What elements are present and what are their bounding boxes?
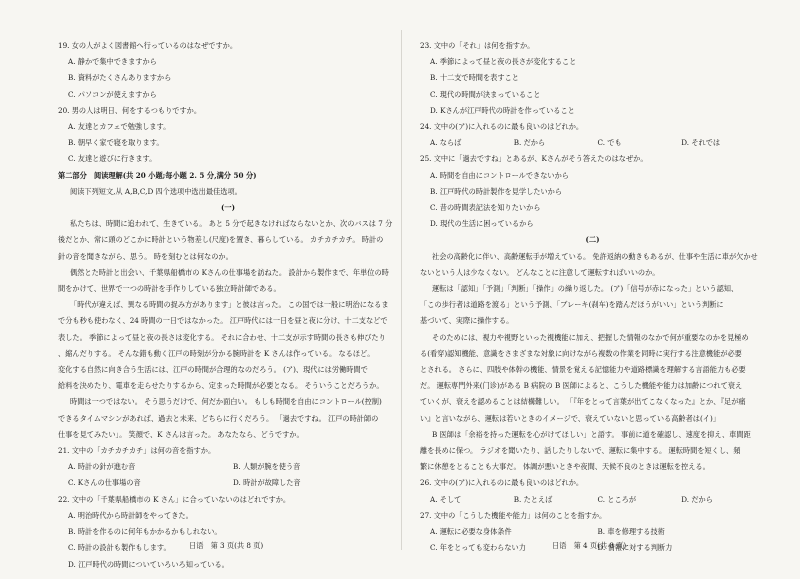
option-20-a: A. 友達とカフェで勉強します。 xyxy=(68,122,171,132)
passage-line: 表した。 季節によって昼と夜の長さは変化する。 それに合わせ、十二支が示す時間の長さも伸びたり xyxy=(58,332,386,342)
question-21: 21. 文中の「カチカチカチ」は何の音を指すか。 xyxy=(58,446,216,456)
option-25-d: D. 現代の生活に困っているから xyxy=(430,219,534,229)
option-21-d: D. 時計が故障した音 xyxy=(233,478,301,488)
passage-line: 後だとか、常に頭のどこかに時計という物差し(尺度)を置き、暮らしている。 カチカチカチ。 時計の xyxy=(58,235,384,245)
passage-line: B 医師は「余裕を持った運転を心がけてほしい」と語す。 事前に道を確認し、速度を抑え、車間距 xyxy=(432,429,751,439)
passage-line: できるタイムマシンがあれば、過去と未来、どちらに行くだろう。 「過去ですね。 江戸の時計師の xyxy=(58,413,379,423)
passage-line: ないという人は少なくない。 どんなことに注意して運転すればいいのか。 xyxy=(420,267,660,277)
passage-line: 偶然とた時計と出会い、千葉県船橋市の Kさんの仕事場を訪ねた。 設計から製作まで、年単位の時 xyxy=(70,267,389,277)
option-24-c: C. でも xyxy=(597,138,622,148)
option-27-c: C. 年をとっても変わらない力 xyxy=(430,543,526,553)
options-row xyxy=(58,475,398,491)
option-27-a: A. 運転に必要な身体条件 xyxy=(430,527,512,537)
page-divider xyxy=(401,30,402,550)
question-20: 20. 男の人は明日、何をするつもりですか。 xyxy=(58,105,202,115)
question-27: 27. 文中の「こうした機能や能力」は何のことを指すか。 xyxy=(420,510,607,520)
option-23-a: A. 季節によって昼と夜の長さが変化すること xyxy=(430,57,577,67)
option-22-a: A. 明治時代から時計師をやってきた。 xyxy=(68,510,193,520)
question-26: 26. 文中の(ア)に入れるのに最も良いのはどれか。 xyxy=(420,478,584,488)
passage-line: 運転は「認知」「予測」「判断」「操作」の繰り返した。 (ア)「信号が赤になった」という認知、 xyxy=(432,284,739,294)
page-footer-left: 日语 第 3 页(共 8 页) xyxy=(189,541,264,550)
passage-line: 、縮んだりする。 そんな錯も動く江戸の時刻が分かる腕時計を K さんは作っている。 なるほど。 xyxy=(58,348,375,358)
options-row xyxy=(58,459,398,475)
passage-line: 仕事を見てみたい」。 笑顔で、K さんは言った。 あなたなら、どうですか。 xyxy=(58,429,304,439)
passage-line: 「この歩行者は道路を渡る」という予測、「ブレーキ(刹车)を踏んだほうがいい」という判断に xyxy=(420,300,724,310)
option-23-c: C. 現代の時間が決まっていること xyxy=(430,89,541,99)
page-footer-right: 日语 第 4 页(共 8 页) xyxy=(552,541,627,550)
option-23-b: B. 十二支で時間を表すこと xyxy=(430,73,519,83)
passage-line: 私たちは、時間に追われて、生きている。 あと 5 分で起きなければならないとか、次のバスは 7 分 xyxy=(70,219,393,229)
passage-line: 「時代が違えば、異なる時間の捉み方があります」と彼は言った。 この国では一般に明治になるま xyxy=(70,300,389,310)
left-page xyxy=(58,38,398,573)
passage-line: 針の音を聞きながら、思う。 時を刻むとは何なのか。 xyxy=(58,251,233,261)
options-row xyxy=(420,524,765,540)
question-23: 23. 文中の「それ」は何を指すか。 xyxy=(420,41,535,50)
question-24: 24. 文中の(ア)に入れるのに最も良いのはどれか。 xyxy=(420,122,584,132)
passage-line: 変化する自然に向き合う生活には、江戸の時間が合理的なのだろう。 (ア)、現代には労働時間で xyxy=(58,365,368,375)
passage-line: そのためには、視力や視野といった視機能に加え、把握した情報のなかで何が重要なのかを見極め xyxy=(432,332,749,342)
question-22: 22. 文中の「千葉県船橋市の K さん」に合っていないのはどれですか。 xyxy=(58,494,291,504)
option-25-a: A. 時間を自由にコントロールできないから xyxy=(430,170,569,180)
passage-line: 間をかけて、世界で一つの時計を手作りしている独立時計師である。 xyxy=(58,284,281,294)
option-27-d: D. 情報に対する判断力 xyxy=(597,543,673,553)
section-instruction: 阅读下列短文,从 A,B,C,D 四个选项中选出最佳选项。 xyxy=(70,186,242,196)
passage-line: る(看穿)認知機能、意識をさまざまな対象に向けながら複数の作業を同時に実行する注意機能が必要 xyxy=(420,348,742,358)
option-19-b: B. 資料がたくさんありますから xyxy=(68,73,172,83)
option-22-c: C. 時計の設計も製作もします。 xyxy=(68,543,171,553)
option-19-c: C. パソコンが使えますから xyxy=(68,89,157,99)
option-24-a: A. ならば xyxy=(430,138,462,148)
passage-line: 社会の高齢化に伴い、高齢運転手が増えている。 免許返納の動きもあるが、仕事や生活に車が欠かせ xyxy=(432,251,758,261)
option-23-d: D. Kさんが江戸時代の時計を作っていること xyxy=(430,105,575,115)
option-20-b: B. 朝早く家で寝を取ります。 xyxy=(68,138,164,148)
option-22-b: B. 時計を作るのに何年もかかるかもしれない。 xyxy=(68,527,222,537)
option-26-c: C. ところが xyxy=(597,494,637,504)
option-26-d: D. だから xyxy=(681,494,713,504)
option-26-b: B. たとえば xyxy=(513,494,553,504)
option-25-c: C. 昔の時間表記法を知りたいから xyxy=(430,203,541,213)
option-22-d: D. 江戸時代の時間についていろいろ知っている。 xyxy=(68,559,229,569)
option-19-a: A. 静かで集中できますから xyxy=(68,57,157,67)
option-26-a: A. そして xyxy=(430,494,462,504)
passage-line: い』と言いながら、運転は若いときのイメージで、衰えていないと思っている高齢者は(イ)」 xyxy=(420,413,720,423)
option-25-b: B. 江戸時代の時計製作を見学したいから xyxy=(430,186,563,196)
passage-line: 離を長めに保つ。 ラジオを聞いたり、話したりしないで、運転に集中する。 運転時間を短くし、頻 xyxy=(420,446,741,456)
passage-line: 給料を決めたり、電車を走らせたりするから、定まった時間が必要となる。 そういうことだろうか。 xyxy=(58,381,384,391)
option-27-b: B. 車を修理する技術 xyxy=(597,527,665,537)
option-24-b: B. だから xyxy=(513,138,546,148)
section-heading: 第二部分 阅读理解(共 20 小题;每小题 2. 5 分,满分 50 分) xyxy=(58,170,257,180)
options-row xyxy=(420,492,765,508)
right-page xyxy=(420,38,765,557)
option-24-d: D. それでは xyxy=(681,138,721,148)
question-25: 25. 文中に「過去ですね」とあるが、Kさんがそう答えたのはなぜか。 xyxy=(420,154,648,164)
passage-line: とされる。 さらに、四肢や体幹の機能、情景を覚える記憶能力や道路標識を理解する言語能力も必要 xyxy=(420,365,746,375)
options-row xyxy=(420,135,765,151)
option-21-b: B. 人類が腕を使う音 xyxy=(233,462,301,472)
passage-2-label: (二) xyxy=(585,235,600,245)
passage-line: 時間は一つではない。 そう思うだけで、何だか面白い。 もしも時間を自由にコントロール(控制) xyxy=(70,397,382,407)
option-21-c: C. Kさんの仕事場の音 xyxy=(68,478,141,488)
option-20-c: C. 友達と遊びに行きます。 xyxy=(68,154,157,164)
passage-line: だ。 運転専門外来(门诊)がある B 病院の B 医師によると、こうした機能や能力は加齢につれて衰え xyxy=(420,381,743,391)
passage-1-label: (一) xyxy=(221,203,235,213)
passage-line: ていくが、衰えを認めることは結構難しい。 「『年をとって言葉が出てこなくなった』とか、『足が痛 xyxy=(420,397,746,407)
question-19: 19. 女の人がよく図書館へ行っているのはなぜですか。 xyxy=(58,41,238,50)
option-21-a: A. 時計の針が進む音 xyxy=(68,462,136,472)
passage-line: 基づいて、実際に操作する。 xyxy=(420,316,514,326)
passage-line: 繁に休憩をとることも大事だ。 体調が悪いときや夜間、天候不良のときは運転を控える。 xyxy=(420,462,710,472)
passage-line: で分も秒も使わなく、24 時間の一日ではなかった。 江戸時代には一日を昼と夜に分け、十二支などで xyxy=(58,316,388,326)
